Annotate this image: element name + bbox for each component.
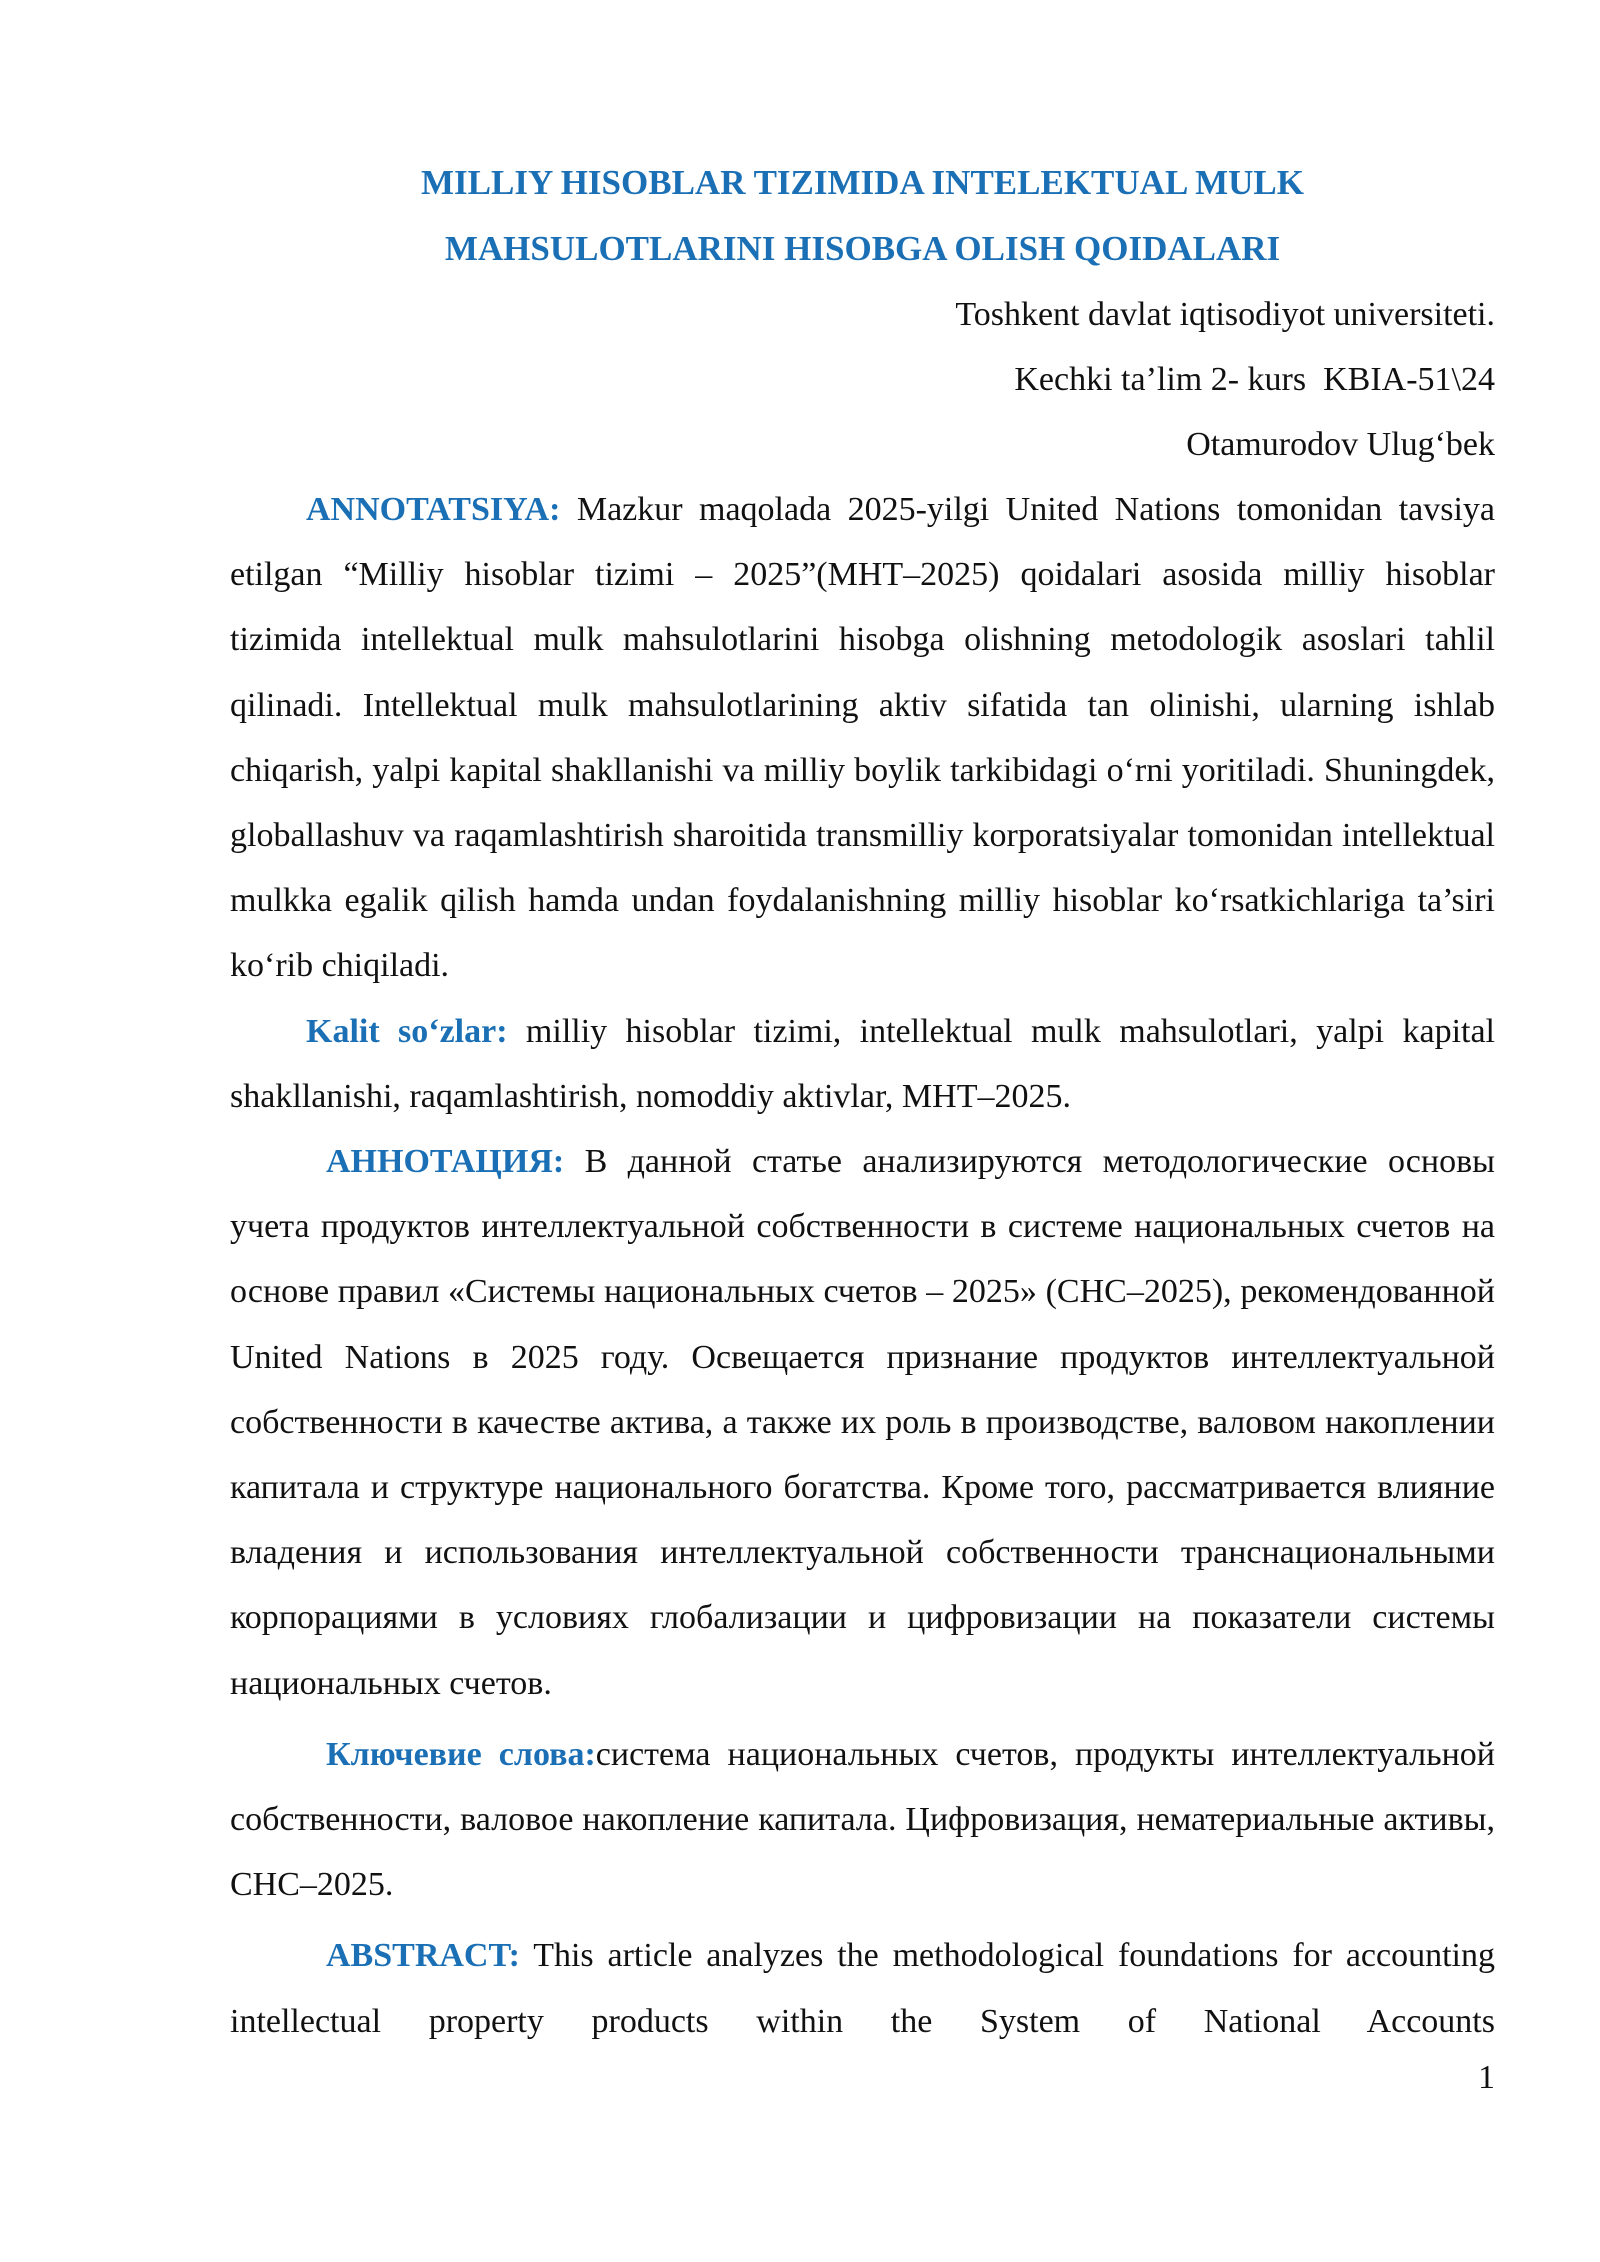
keywords-uz-text: milliy hisoblar tizimi, intellektual mulk mahsulotlari, yalpi kapital shakllanishi, raqamlashtirish, nomoddiy aktivlar, MHT–2025. bbox=[230, 1012, 1495, 1115]
document-page bbox=[230, 150, 1495, 2054]
author-line: Otamurodov Ulug‘bek bbox=[1186, 426, 1495, 463]
keywords-uz-paragraph bbox=[230, 999, 1495, 1129]
university-line: Toshkent davlat iqtisodiyot universiteti. bbox=[955, 296, 1495, 333]
keywords-ru-label: Ключевие слова: bbox=[326, 1735, 596, 1773]
annotation-uz-text: Mazkur maqolada 2025-yilgi United Nations tomonidan tavsiya etilgan “Milliy hisoblar tizimi – 2025”(MHT–2025) qoidalari asosida milliy hisoblar tizimida intellektual mulk mahsulotlarini hisobga olishning metodologik asoslari tahlil qilinadi. Intellektual mulk mahsulotlarining aktiv sifatida tan olinishi, ularning ishlab chiqarish, yalpi kapital shakllanishi va milliy boylik tarkibidagi o‘rni yoritiladi. Shuningdek, globallashuv va raqamlashtirish sharoitida transmilliy korporatsiyalar tomonidan intellektual mulkka egalik qilish hamda undan foydalanishning milliy hisoblar ko‘rsatkichlariga ta’siri ko‘rib chiqiladi. bbox=[230, 491, 1495, 985]
course-line: Kechki ta’lim 2- kurs KBIA-51\24 bbox=[1014, 361, 1495, 398]
keywords-ru-text: система национальных счетов, продукты интеллектуальной собственности, валовое накопление капитала. Цифровизация, нематериальные активы, СНС–2025. bbox=[230, 1735, 1495, 1904]
abstract-en-text: This article analyzes the methodological foundations for accounting intellectual property products within the System of National Accounts bbox=[230, 1937, 1495, 2040]
title-line-2: MAHSULOTLARINI HISOBGA OLISH QOIDALARI bbox=[444, 229, 1281, 268]
annotation-uz-paragraph bbox=[230, 477, 1495, 999]
title-line-1: MILLIY HISOBLAR TIZIMIDA INTELEKTUAL MULK bbox=[421, 163, 1304, 202]
abstract-en-paragraph bbox=[230, 1923, 1495, 2053]
keywords-uz-label: Kalit so‘zlar: bbox=[306, 1012, 508, 1050]
keywords-ru-paragraph bbox=[230, 1722, 1495, 1918]
annotation-ru-paragraph bbox=[230, 1129, 1495, 1716]
annotation-uz-label: ANNOTATSIYA: bbox=[306, 491, 561, 528]
page-number: 1 bbox=[1478, 2059, 1495, 2096]
abstract-en-label: ABSTRACT: bbox=[326, 1937, 520, 1975]
annotation-ru-label: АННОТАЦИЯ: bbox=[326, 1143, 565, 1181]
annotation-ru-text: В данной статье анализируются методологические основы учета продуктов интеллектуальной собственности в системе национальных счетов на основе правил «Системы национальных счетов – 2025» (СНС–2025), рекомендованной United Nations в 2025 году. Освещается признание продуктов интеллектуальной собственности в качестве актива, а также их роль в производстве, валовом накоплении капитала и структуре национального богатства. Кроме того, рассматривается влияние владения и использования интеллектуальной собственности транснациональными корпорациями в условиях глобализации и цифровизации на показатели системы национальных счетов. bbox=[230, 1143, 1495, 1702]
